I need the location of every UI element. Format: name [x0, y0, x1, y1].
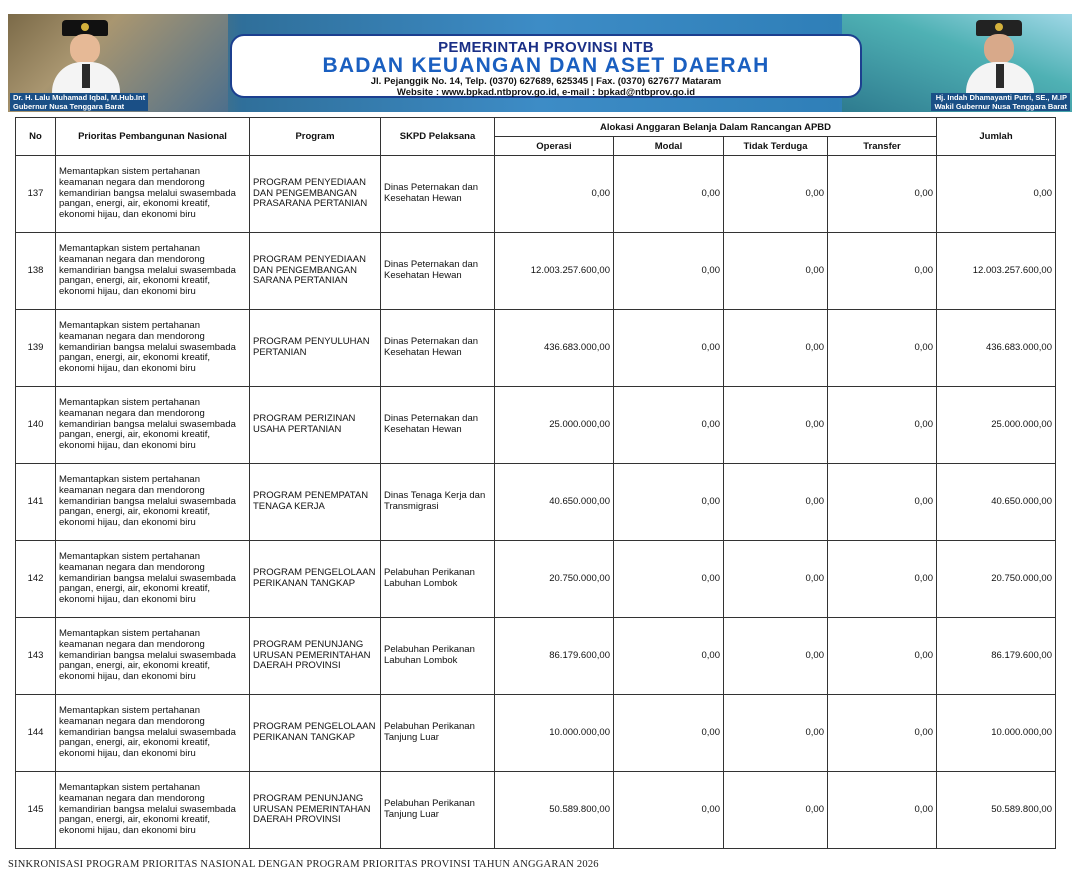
- cell-transfer: 0,00: [828, 772, 937, 849]
- header-transfer: Transfer: [828, 137, 937, 156]
- cell-modal: 0,00: [614, 464, 724, 541]
- cell-operasi: 25.000.000,00: [495, 387, 614, 464]
- header-skpd: SKPD Pelaksana: [381, 118, 495, 156]
- cell-skpd: Dinas Peternakan dan Kesehatan Hewan: [381, 310, 495, 387]
- cell-no: 140: [16, 387, 56, 464]
- cell-no: 137: [16, 156, 56, 233]
- cell-jumlah: 10.000.000,00: [937, 695, 1056, 772]
- header-operasi: Operasi: [495, 137, 614, 156]
- cell-program: PROGRAM PENEMPATAN TENAGA KERJA: [250, 464, 381, 541]
- header-jumlah: Jumlah: [937, 118, 1056, 156]
- cell-prioritas: Memantapkan sistem pertahanan keamanan negara dan mendorong kemandirian bangsa melalui swasembada pangan, energi, air, ekonomi kreatif, ekonomi hijau, dan ekonomi biru: [56, 772, 250, 849]
- table-row: [16, 310, 1056, 387]
- cell-operasi: 50.589.800,00: [495, 772, 614, 849]
- header-tidak-terduga: Tidak Terduga: [724, 137, 828, 156]
- cell-jumlah: 12.003.257.600,00: [937, 233, 1056, 310]
- cell-prioritas: Memantapkan sistem pertahanan keamanan negara dan mendorong kemandirian bangsa melalui swasembada pangan, energi, air, ekonomi kreatif, ekonomi hijau, dan ekonomi biru: [56, 464, 250, 541]
- cell-prioritas: Memantapkan sistem pertahanan keamanan negara dan mendorong kemandirian bangsa melalui swasembada pangan, energi, air, ekonomi kreatif, ekonomi hijau, dan ekonomi biru: [56, 156, 250, 233]
- cell-program: PROGRAM PENGELOLAAN PERIKANAN TANGKAP: [250, 541, 381, 618]
- title-box: [230, 34, 862, 98]
- cell-jumlah: 86.179.600,00: [937, 618, 1056, 695]
- cell-jumlah: 20.750.000,00: [937, 541, 1056, 618]
- cell-prioritas: Memantapkan sistem pertahanan keamanan negara dan mendorong kemandirian bangsa melalui swasembada pangan, energi, air, ekonomi kreatif, ekonomi hijau, dan ekonomi biru: [56, 541, 250, 618]
- table-row: [16, 772, 1056, 849]
- cell-jumlah: 40.650.000,00: [937, 464, 1056, 541]
- cell-modal: 0,00: [614, 772, 724, 849]
- cell-tidak-terduga: 0,00: [724, 310, 828, 387]
- governor-title: Gubernur Nusa Tenggara Barat: [13, 102, 125, 111]
- cell-tidak-terduga: 0,00: [724, 464, 828, 541]
- cell-prioritas: Memantapkan sistem pertahanan keamanan negara dan mendorong kemandirian bangsa melalui swasembada pangan, energi, air, ekonomi kreatif, ekonomi hijau, dan ekonomi biru: [56, 618, 250, 695]
- cell-program: PROGRAM PENUNJANG URUSAN PEMERINTAHAN DAERAH PROVINSI: [250, 772, 381, 849]
- header-no: No: [16, 118, 56, 156]
- header-alokasi: Alokasi Anggaran Belanja Dalam Rancangan APBD: [495, 118, 937, 137]
- budget-table: [15, 117, 1056, 849]
- cell-transfer: 0,00: [828, 541, 937, 618]
- table-row: [16, 464, 1056, 541]
- cell-jumlah: 436.683.000,00: [937, 310, 1056, 387]
- cell-prioritas: Memantapkan sistem pertahanan keamanan negara dan mendorong kemandirian bangsa melalui swasembada pangan, energi, air, ekonomi kreatif, ekonomi hijau, dan ekonomi biru: [56, 387, 250, 464]
- cell-no: 142: [16, 541, 56, 618]
- header-program: Program: [250, 118, 381, 156]
- cell-transfer: 0,00: [828, 156, 937, 233]
- header-prioritas: Prioritas Pembangunan Nasional: [56, 118, 250, 156]
- cell-tidak-terduga: 0,00: [724, 541, 828, 618]
- cell-operasi: 0,00: [495, 156, 614, 233]
- cell-prioritas: Memantapkan sistem pertahanan keamanan negara dan mendorong kemandirian bangsa melalui swasembada pangan, energi, air, ekonomi kreatif, ekonomi hijau, dan ekonomi biru: [56, 695, 250, 772]
- vice-governor-portrait: [962, 18, 1038, 96]
- cell-skpd: Pelabuhan Perikanan Tanjung Luar: [381, 695, 495, 772]
- cell-operasi: 12.003.257.600,00: [495, 233, 614, 310]
- cell-transfer: 0,00: [828, 387, 937, 464]
- cell-tidak-terduga: 0,00: [724, 156, 828, 233]
- cell-modal: 0,00: [614, 156, 724, 233]
- cell-program: PROGRAM PENUNJANG URUSAN PEMERINTAHAN DAERAH PROVINSI: [250, 618, 381, 695]
- vice-governor-caption: [931, 93, 1070, 111]
- governor-name: Dr. H. Lalu Muhamad Iqbal, M.Hub.Int: [13, 93, 146, 102]
- cell-jumlah: 25.000.000,00: [937, 387, 1056, 464]
- agency-contact: Website : www.bpkad.ntbprov.go.id, e-mail : bpkad@ntbprov.go.id: [396, 87, 696, 98]
- cell-prioritas: Memantapkan sistem pertahanan keamanan negara dan mendorong kemandirian bangsa melalui swasembada pangan, energi, air, ekonomi kreatif, ekonomi hijau, dan ekonomi biru: [56, 310, 250, 387]
- table-row: [16, 541, 1056, 618]
- government-title: PEMERINTAH PROVINSI NTB: [438, 39, 654, 56]
- cell-skpd: Dinas Peternakan dan Kesehatan Hewan: [381, 156, 495, 233]
- cell-operasi: 20.750.000,00: [495, 541, 614, 618]
- cell-modal: 0,00: [614, 310, 724, 387]
- cell-skpd: Dinas Peternakan dan Kesehatan Hewan: [381, 233, 495, 310]
- cell-program: PROGRAM PENYEDIAAN DAN PENGEMBANGAN SARANA PERTANIAN: [250, 233, 381, 310]
- cell-program: PROGRAM PENYEDIAAN DAN PENGEMBANGAN PRASARANA PERTANIAN: [250, 156, 381, 233]
- cell-tidak-terduga: 0,00: [724, 618, 828, 695]
- cell-skpd: Pelabuhan Perikanan Tanjung Luar: [381, 772, 495, 849]
- table-row: [16, 387, 1056, 464]
- document-footer: SINKRONISASI PROGRAM PRIORITAS NASIONAL DENGAN PROGRAM PRIORITAS PROVINSI TAHUN ANGGARAN 2026: [8, 859, 599, 870]
- cell-jumlah: 0,00: [937, 156, 1056, 233]
- agency-address: Jl. Pejanggik No. 14, Telp. (0370) 627689, 625345 | Fax. (0370) 627677 Mataram: [370, 76, 722, 87]
- cell-operasi: 40.650.000,00: [495, 464, 614, 541]
- cell-modal: 0,00: [614, 618, 724, 695]
- vice-governor-name: Hj. Indah Dhamayanti Putri, SE., M.IP: [935, 93, 1067, 102]
- cell-operasi: 10.000.000,00: [495, 695, 614, 772]
- cell-program: PROGRAM PENGELOLAAN PERIKANAN TANGKAP: [250, 695, 381, 772]
- cell-tidak-terduga: 0,00: [724, 695, 828, 772]
- cell-skpd: Dinas Tenaga Kerja dan Transmigrasi: [381, 464, 495, 541]
- cell-skpd: Pelabuhan Perikanan Labuhan Lombok: [381, 618, 495, 695]
- vice-governor-title: Wakil Gubernur Nusa Tenggara Barat: [934, 102, 1067, 111]
- table-row: [16, 695, 1056, 772]
- governor-caption: [10, 93, 148, 111]
- agency-title: BADAN KEUANGAN DAN ASET DAERAH: [322, 54, 770, 77]
- cell-operasi: 436.683.000,00: [495, 310, 614, 387]
- cell-skpd: Pelabuhan Perikanan Labuhan Lombok: [381, 541, 495, 618]
- cell-no: 138: [16, 233, 56, 310]
- cell-no: 145: [16, 772, 56, 849]
- cell-transfer: 0,00: [828, 695, 937, 772]
- cell-transfer: 0,00: [828, 618, 937, 695]
- cell-modal: 0,00: [614, 695, 724, 772]
- cell-program: PROGRAM PERIZINAN USAHA PERTANIAN: [250, 387, 381, 464]
- cell-no: 141: [16, 464, 56, 541]
- cell-no: 139: [16, 310, 56, 387]
- cell-program: PROGRAM PENYULUHAN PERTANIAN: [250, 310, 381, 387]
- cell-jumlah: 50.589.800,00: [937, 772, 1056, 849]
- cell-modal: 0,00: [614, 387, 724, 464]
- header-modal: Modal: [614, 137, 724, 156]
- cell-operasi: 86.179.600,00: [495, 618, 614, 695]
- cell-tidak-terduga: 0,00: [724, 772, 828, 849]
- cell-transfer: 0,00: [828, 464, 937, 541]
- cell-transfer: 0,00: [828, 310, 937, 387]
- cell-no: 143: [16, 618, 56, 695]
- table-row: [16, 618, 1056, 695]
- cell-tidak-terduga: 0,00: [724, 233, 828, 310]
- cell-modal: 0,00: [614, 541, 724, 618]
- cell-skpd: Dinas Peternakan dan Kesehatan Hewan: [381, 387, 495, 464]
- table-row: [16, 233, 1056, 310]
- cell-no: 144: [16, 695, 56, 772]
- cell-tidak-terduga: 0,00: [724, 387, 828, 464]
- cell-prioritas: Memantapkan sistem pertahanan keamanan negara dan mendorong kemandirian bangsa melalui swasembada pangan, energi, air, ekonomi kreatif, ekonomi hijau, dan ekonomi biru: [56, 233, 250, 310]
- cell-modal: 0,00: [614, 233, 724, 310]
- table-row: [16, 156, 1056, 233]
- header-banner: [8, 14, 1072, 112]
- cell-transfer: 0,00: [828, 233, 937, 310]
- governor-portrait: [48, 18, 124, 96]
